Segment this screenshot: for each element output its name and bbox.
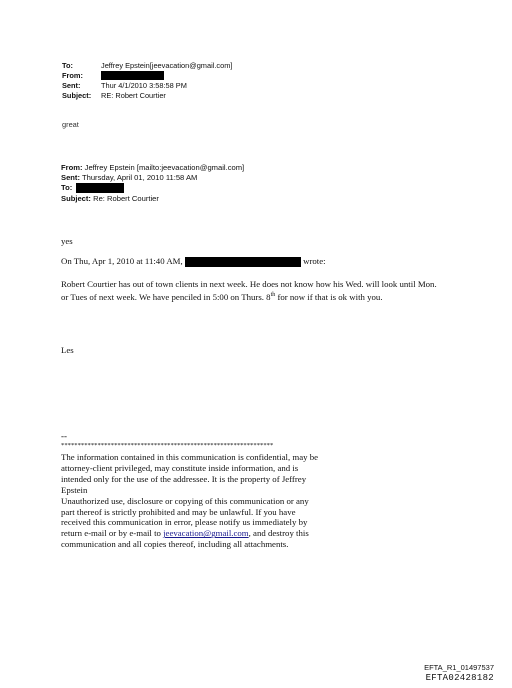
bates-stamp-2: EFTA02428182 <box>425 673 494 683</box>
message-body-a: Robert Courtier has out of town clients in next week. He does not know how his Wed. will look until Mon. or Tues of next week. We have penciled in 5:00 on Thurs. 8 <box>61 279 437 303</box>
message-body-b: for now if that is ok with you. <box>275 292 383 303</box>
sent-label: Sent: <box>62 81 81 90</box>
quoted-from-row <box>61 163 244 173</box>
disclaimer-a: The information contained in this communication is confidential, may be attorney-client privileged, may constitute inside information, and is intended only for the use of the addressee. It is the property of Jeffrey Epstein <box>61 452 318 495</box>
to-value: Jeffrey Epstein[jeevacation@gmail.com] <box>101 61 233 70</box>
quoted-subject-value: Re: Robert Courtier <box>93 193 159 203</box>
from-label: From: <box>62 71 83 80</box>
quoted-sent-label: Sent: <box>61 173 80 183</box>
from-row <box>62 71 232 81</box>
email-header-top <box>62 61 232 101</box>
subject-value: RE: Robert Courtier <box>101 91 166 100</box>
sent-value: Thur 4/1/2010 3:58:58 PM <box>101 81 187 90</box>
quote-suffix: wrote: <box>303 256 326 266</box>
message-body-sup: th <box>270 292 276 299</box>
email-header-quoted <box>61 163 244 204</box>
quote-attribution <box>61 256 326 267</box>
quoted-sent-row <box>61 173 244 183</box>
subject-row <box>62 91 232 101</box>
disclaimer-b-wrap <box>61 496 321 551</box>
sent-row <box>62 81 232 91</box>
quoted-to-label: To: <box>61 183 73 193</box>
signature-dash: -- <box>61 431 67 441</box>
redaction-box <box>76 183 124 193</box>
email-link[interactable]: jeevacation@gmail.com <box>163 528 249 539</box>
disclaimer-b: Unauthorized use, disclosure or copying of this communication or any part thereof is strictly prohibited and may be unlawful. If you have received this communication in error, please notify us immediately by return e-mail or by e-mail to <box>61 495 309 539</box>
star-divider: **************************************************************** <box>61 442 274 449</box>
quoted-from-value: Jeffrey Epstein [mailto:jeevacation@gmail.com] <box>84 163 245 172</box>
quoted-subject-label: Subject: <box>61 193 91 203</box>
subject-label: Subject: <box>62 91 92 100</box>
quoted-from-label: From: <box>61 163 83 172</box>
reply-text: great <box>62 120 79 129</box>
reply-yes: yes <box>61 236 73 246</box>
message-body <box>61 279 441 303</box>
quoted-sent-value: Thursday, April 01, 2010 11:58 AM <box>81 173 198 183</box>
to-label: To: <box>62 61 73 70</box>
to-row <box>62 61 232 71</box>
quoted-to-row <box>61 183 244 193</box>
quote-prefix: On Thu, Apr 1, 2010 at 11:40 AM, <box>61 256 183 266</box>
signoff: Les <box>61 345 74 355</box>
disclaimer-c: , and destroy this communication and all copies thereof, including all attachments. <box>61 528 309 550</box>
redaction-box <box>101 71 164 80</box>
redaction-box <box>185 257 301 267</box>
disclaimer <box>61 452 321 550</box>
quoted-subject-row <box>61 194 244 204</box>
bates-stamp-1: EFTA_R1_01497537 <box>424 663 494 672</box>
